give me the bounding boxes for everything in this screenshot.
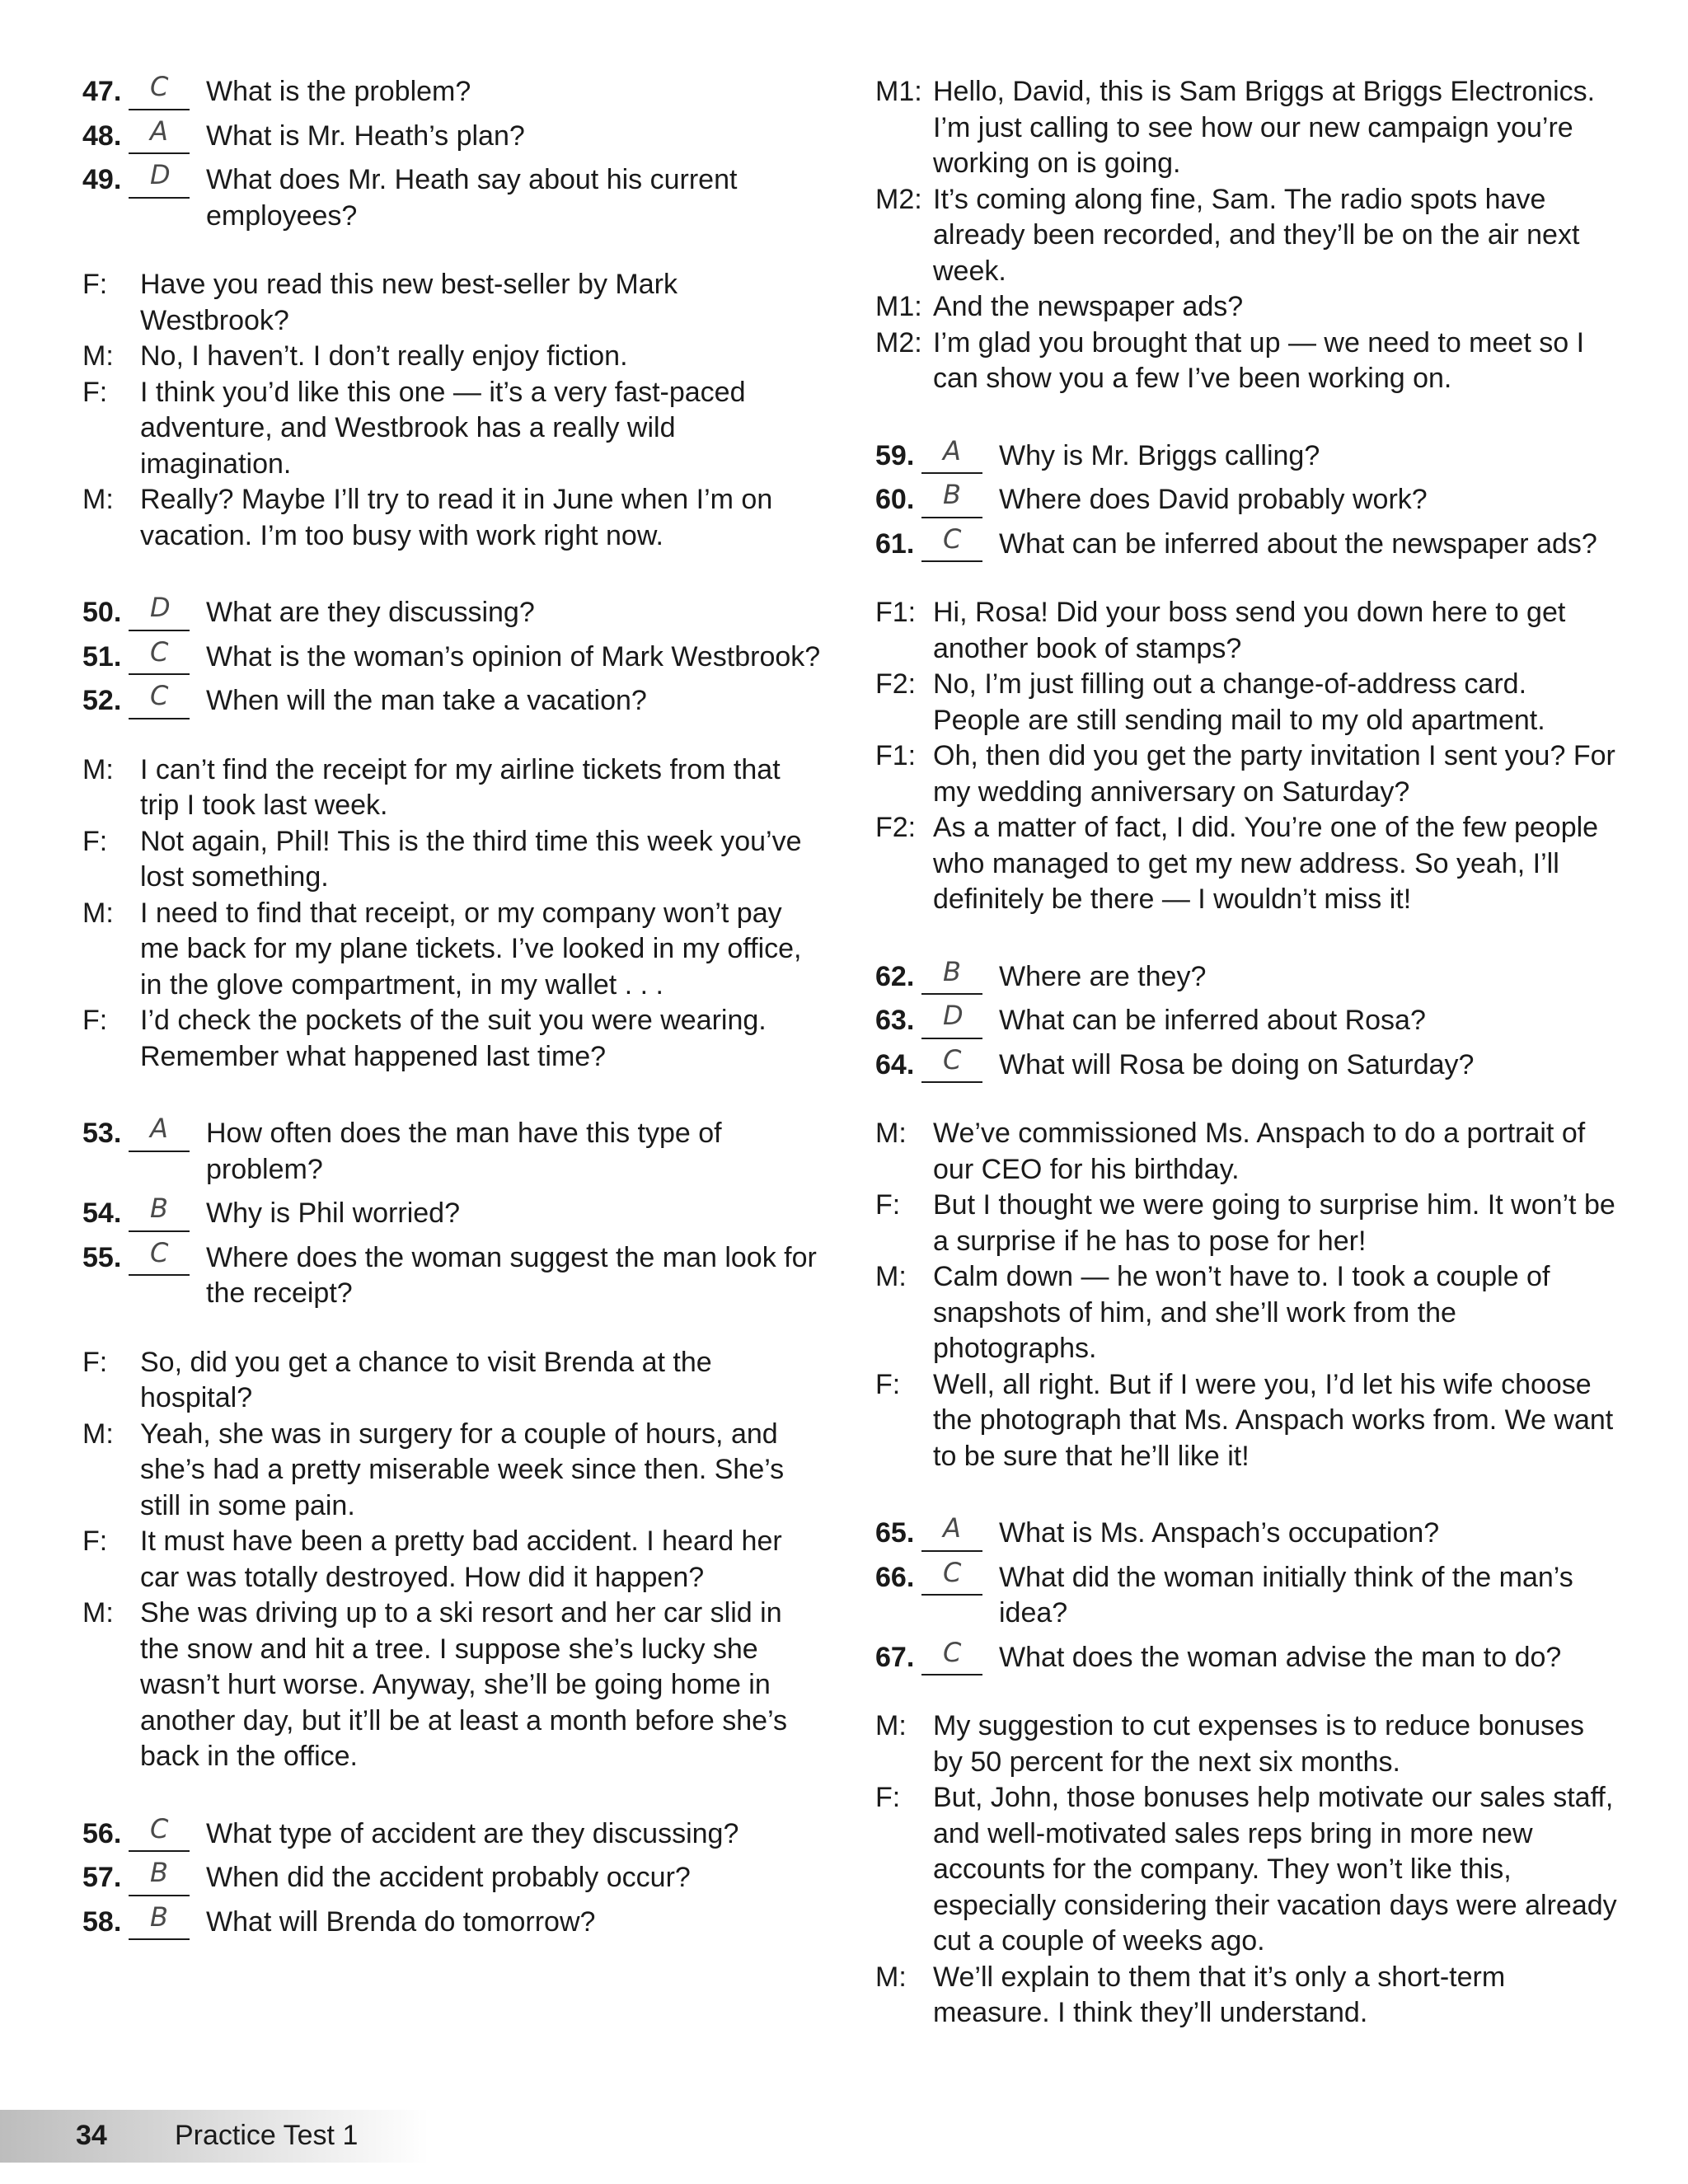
handwritten-answer: C [943, 1636, 962, 1668]
dialogue-line [875, 289, 1617, 326]
question-text: Why is Mr. Briggs calling? [999, 439, 1320, 471]
question-number: 61. [875, 527, 915, 560]
dialogue-line [875, 1708, 1617, 1780]
dialogue-text: She was driving up to a ski resort and her car slid in the snow and hit a tree. I suppose she’s lucky she wasn’t hurt worse. Anyway, she’ll be going home in another day, but it’ll be at least a month before she’s back in the office. [140, 1597, 788, 1772]
question-group [875, 434, 1617, 571]
question-item [82, 159, 824, 242]
dialogue-text: My suggestion to cut expenses is to reduce bonuses by 50 percent for the next six months. [933, 1710, 1585, 1778]
question-text: What does the woman advise the man to do? [999, 1641, 1562, 1673]
dialogue-line [875, 74, 1617, 182]
answer-blank[interactable] [921, 1043, 982, 1084]
answer-blank[interactable] [921, 434, 982, 475]
dialogue-text: Well, all right. But if I were you, I’d let his wife choose the photograph that Ms. Anspach works from. We want to be sure that he’ll like it! [933, 1368, 1614, 1472]
question-item [875, 523, 1617, 571]
speaker-label: F: [875, 1368, 901, 1400]
speaker-label: M: [875, 1118, 907, 1149]
dialogue-line [82, 375, 824, 483]
speaker-label: F: [82, 376, 108, 408]
question-text: Where are they? [999, 960, 1207, 992]
dialogue-text: Not again, Phil! This is the third time this week you’ve lost something. [140, 825, 802, 893]
dialogue-line [875, 182, 1617, 290]
speaker-label: M2: [875, 183, 922, 215]
question-item [875, 1000, 1617, 1047]
left-column [82, 71, 824, 1973]
dialogue-text: It’s coming along fine, Sam. The radio spots have already been recorded, and they’ll be on the air next week. [933, 183, 1580, 287]
answer-blank[interactable] [129, 1900, 190, 1941]
dialogue-text: Yeah, she was in surgery for a couple of hours, and she’s had a pretty miserable week since then. She’s still in some pain. [140, 1418, 785, 1521]
dialogue-text: Hi, Rosa! Did your boss send you down here to get another book of stamps? [933, 597, 1566, 664]
handwritten-answer: D [150, 592, 171, 623]
question-number: 53. [82, 1118, 122, 1149]
speaker-label: F2: [875, 812, 917, 843]
question-number: 63. [875, 1005, 915, 1036]
dialogue-line [82, 896, 824, 1004]
handwritten-answer: B [943, 955, 961, 987]
question-text: Where does the woman suggest the man look for the receipt? [206, 1241, 817, 1309]
question-number: 48. [82, 120, 122, 152]
handwritten-answer: D [150, 159, 171, 190]
dialogue-line [82, 1524, 824, 1596]
answer-blank[interactable] [921, 479, 982, 518]
dialogue-line [875, 595, 1617, 667]
dialogue-block [875, 595, 1617, 918]
answer-blank[interactable] [921, 1512, 982, 1552]
question-number: 66. [875, 1561, 915, 1593]
speaker-label: F: [875, 1782, 901, 1813]
handwritten-answer: B [943, 479, 961, 510]
question-text: When will the man take a vacation? [206, 685, 647, 716]
question-number: 54. [82, 1197, 122, 1229]
speaker-label: M: [82, 897, 114, 929]
speaker-label: M: [82, 1418, 114, 1450]
handwritten-answer: B [150, 1857, 168, 1888]
handwritten-answer: C [943, 1556, 962, 1588]
question-item [82, 635, 824, 684]
dialogue-line [82, 339, 824, 375]
dialogue-line [875, 1188, 1617, 1259]
answer-blank[interactable] [129, 680, 190, 719]
question-text: What is Ms. Anspach’s occupation? [999, 1517, 1440, 1549]
question-item [875, 1512, 1617, 1560]
answer-blank[interactable] [129, 1812, 190, 1853]
handwritten-answer: C [943, 1043, 962, 1076]
question-number: 51. [82, 640, 122, 673]
question-number: 58. [82, 1905, 122, 1938]
dialogue-line [82, 752, 824, 824]
dialogue-line [875, 1367, 1617, 1475]
question-item [82, 1857, 824, 1905]
question-number: 50. [82, 597, 122, 628]
answer-blank[interactable] [129, 71, 190, 110]
speaker-label: F: [82, 1526, 108, 1557]
dialogue-text: I’m glad you brought that up — we need to meet so I can show you a few I’ve been working on. [933, 326, 1585, 394]
question-item [82, 1193, 824, 1240]
speaker-label: F: [875, 1189, 901, 1221]
speaker-label: M: [875, 1710, 907, 1741]
dialogue-text: But I thought we were going to surprise him. It won’t be a surprise if he has to pose for her! [933, 1189, 1615, 1257]
speaker-label: M: [82, 484, 114, 515]
question-text: When did the accident probably occur? [206, 1862, 691, 1893]
answer-blank[interactable] [129, 1236, 190, 1277]
dialogue-block [875, 1116, 1617, 1474]
answer-blank[interactable] [129, 592, 190, 631]
speaker-label: M: [82, 753, 114, 785]
dialogue-block [82, 1345, 824, 1775]
answer-blank[interactable] [129, 1113, 190, 1152]
speaker-label: M1: [875, 76, 922, 107]
speaker-label: F1: [875, 597, 917, 628]
footer-label: Practice Test 1 [175, 2120, 359, 2151]
dialogue-line [875, 1259, 1617, 1367]
question-number: 64. [875, 1048, 915, 1080]
dialogue-text: Have you read this new best-seller by Mark Westbrook? [140, 269, 678, 336]
dialogue-text: We’ve commissioned Ms. Anspach to do a portrait of our CEO for his birthday. [933, 1118, 1586, 1185]
question-text: Where does David probably work? [999, 484, 1428, 515]
question-item [875, 1043, 1617, 1092]
handwritten-answer: C [150, 635, 169, 668]
dialogue-line [82, 1417, 824, 1525]
question-group [82, 1812, 824, 1949]
dialogue-line [82, 482, 824, 554]
question-item [82, 71, 824, 119]
speaker-label: F: [82, 269, 108, 300]
question-number: 52. [82, 685, 122, 716]
question-text: What is the problem? [206, 76, 471, 107]
dialogue-line [875, 810, 1617, 918]
question-number: 47. [82, 76, 122, 107]
dialogue-text: Oh, then did you get the party invitation I sent you? For my wedding anniversary on Saturday? [933, 740, 1615, 808]
question-text: What will Rosa be doing on Saturday? [999, 1048, 1475, 1080]
handwritten-answer: C [150, 1812, 169, 1844]
dialogue-text: Hello, David, this is Sam Briggs at Briggs Electronics. I’m just calling to see how our new campaign you’re working on is going. [933, 76, 1596, 179]
speaker-label: M: [875, 1261, 907, 1292]
page-footer [0, 2110, 429, 2163]
speaker-label: F2: [875, 668, 917, 700]
answer-blank[interactable] [129, 115, 190, 155]
question-number: 59. [875, 439, 915, 471]
handwritten-answer: C [943, 523, 962, 555]
question-group [82, 1113, 824, 1320]
question-text: How often does the man have this type of problem? [206, 1118, 722, 1185]
question-number: 65. [875, 1517, 915, 1549]
dialogue-text: It must have been a pretty bad accident. I heard her car was totally destroyed. How did it happen? [140, 1526, 782, 1593]
question-item [82, 592, 824, 640]
handwritten-answer: C [150, 680, 169, 711]
question-text: What is the woman’s opinion of Mark Westbrook? [206, 640, 821, 673]
answer-blank[interactable] [129, 1857, 190, 1896]
speaker-label: M: [82, 340, 114, 372]
dialogue-text: Really? Maybe I’ll try to read it in June when I’m on vacation. I’m too busy with work right now. [140, 484, 773, 551]
dialogue-text: I can’t find the receipt for my airline tickets from that trip I took last week. [140, 753, 781, 821]
handwritten-answer: A [150, 1113, 168, 1144]
dialogue-line [875, 1780, 1617, 1960]
dialogue-text: So, did you get a chance to visit Brenda at the hospital? [140, 1346, 712, 1413]
question-item [82, 1812, 824, 1861]
dialogue-text: As a matter of fact, I did. You’re one of the few people who managed to get my new address. So yeah, I’ll definitely be there — I wouldn’t miss it! [933, 812, 1599, 915]
dialogue-text: We’ll explain to them that it’s only a short-term measure. I think they’ll understand. [933, 1961, 1506, 2028]
question-number: 56. [82, 1817, 122, 1849]
dialogue-block [82, 752, 824, 1076]
answer-blank[interactable] [921, 1556, 982, 1596]
question-group [82, 71, 824, 242]
speaker-label: F: [82, 1005, 108, 1036]
question-text: What can be inferred about the newspaper ads? [999, 527, 1597, 560]
question-text: What did the woman initially think of the man’s idea? [999, 1561, 1573, 1629]
dialogue-block [875, 74, 1617, 397]
dialogue-line [82, 1345, 824, 1417]
dialogue-text: And the newspaper ads? [933, 291, 1244, 322]
question-text: What type of accident are they discussing? [206, 1817, 739, 1849]
dialogue-line [875, 1116, 1617, 1188]
question-text: Why is Phil worried? [206, 1197, 460, 1229]
dialogue-line [82, 267, 824, 339]
answer-blank[interactable] [129, 1193, 190, 1232]
question-item [82, 1113, 824, 1196]
speaker-label: M: [875, 1961, 907, 1993]
handwritten-answer: A [943, 1512, 961, 1544]
question-group [875, 955, 1617, 1092]
question-item [875, 1556, 1617, 1640]
question-text: What are they discussing? [206, 597, 535, 628]
question-item [82, 115, 824, 163]
question-item [875, 1636, 1617, 1685]
handwritten-answer: B [150, 1193, 168, 1224]
speaker-label: F: [82, 825, 108, 857]
answer-blank[interactable] [921, 1636, 982, 1676]
question-item [82, 1900, 824, 1949]
dialogue-text: Calm down — he won’t have to. I took a couple of snapshots of him, and she’ll work from the photographs. [933, 1261, 1550, 1364]
question-group [82, 592, 824, 728]
question-number: 60. [875, 484, 915, 515]
question-number: 67. [875, 1641, 915, 1673]
handwritten-answer: A [943, 434, 961, 466]
handwritten-answer: C [150, 71, 169, 102]
question-number: 49. [82, 164, 122, 195]
dialogue-line [875, 326, 1617, 397]
handwritten-answer: A [150, 115, 168, 147]
question-item [82, 1236, 824, 1320]
right-column [875, 74, 1617, 2073]
answer-blank[interactable] [921, 955, 982, 996]
answer-blank[interactable] [921, 1000, 982, 1039]
answer-blank[interactable] [129, 159, 190, 199]
question-item [875, 434, 1617, 483]
question-number: 57. [82, 1862, 122, 1893]
dialogue-block [875, 1708, 1617, 2032]
page-number: 34 [76, 2120, 107, 2151]
question-group [875, 1512, 1617, 1684]
handwritten-answer: C [150, 1236, 169, 1268]
question-text: What will Brenda do tomorrow? [206, 1905, 596, 1938]
dialogue-text: I think you’d like this one — it’s a very fast-paced adventure, and Westbrook has a really wild imagination. [140, 376, 746, 480]
dialogue-text: No, I haven’t. I don’t really enjoy fiction. [140, 340, 628, 372]
question-item [82, 680, 824, 728]
question-item [875, 479, 1617, 527]
speaker-label: M2: [875, 326, 922, 359]
dialogue-text: No, I’m just filling out a change-of-address card. People are still sending mail to my old apartment. [933, 668, 1545, 736]
dialogue-line [82, 824, 824, 896]
question-number: 62. [875, 960, 915, 992]
dialogue-line [82, 1003, 824, 1075]
speaker-label: M1: [875, 291, 922, 322]
dialogue-text: But, John, those bonuses help motivate our sales staff, and well-motivated sales reps bring in more new accounts for the company. They won’t like this, especially considering their vacation days were already cut a couple of weeks ago. [933, 1782, 1617, 1957]
question-text: What can be inferred about Rosa? [999, 1005, 1426, 1036]
dialogue-line [875, 667, 1617, 738]
dialogue-text: I’d check the pockets of the suit you were wearing. Remember what happened last time? [140, 1005, 767, 1072]
handwritten-answer: D [943, 1000, 964, 1031]
question-text: What does Mr. Heath say about his current employees? [206, 164, 738, 232]
dialogue-text: I need to find that receipt, or my company won’t pay me back for my plane tickets. I’ve looked in my office, in the glove compartment, in my wallet . . . [140, 897, 802, 1001]
question-number: 55. [82, 1241, 122, 1273]
dialogue-block [82, 267, 824, 554]
speaker-label: F: [82, 1346, 108, 1378]
dialogue-line [82, 1596, 824, 1775]
handwritten-answer: B [150, 1900, 168, 1933]
dialogue-line [875, 1960, 1617, 2032]
question-text: What is Mr. Heath’s plan? [206, 120, 525, 152]
dialogue-line [875, 738, 1617, 810]
speaker-label: M: [82, 1597, 114, 1629]
speaker-label: F1: [875, 740, 917, 771]
answer-blank[interactable] [129, 635, 190, 676]
answer-blank[interactable] [921, 523, 982, 563]
question-item [875, 955, 1617, 1004]
